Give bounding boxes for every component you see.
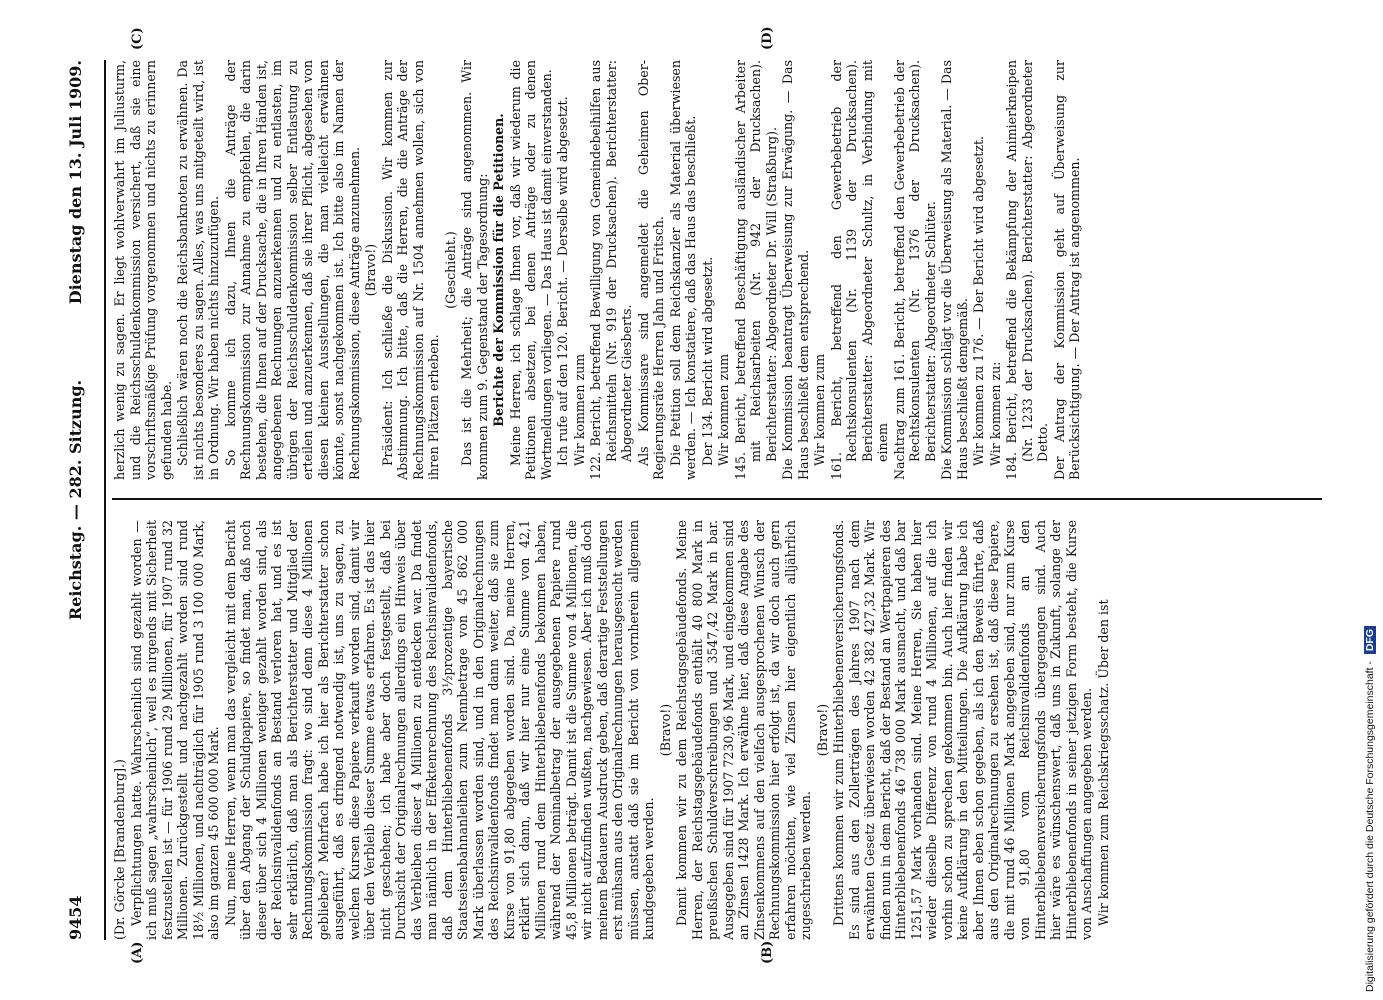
report-item: Nachtrag zum 161. Bericht, betreffend den Gewerbebetrieb der Rechtskonsulenten (Nr. 1376 der Drucksachen). Berichterstatter: Abgeordneter Schlüter.	[891, 60, 938, 480]
credit-text: Digitalisierung gefördert durch die Deutsche Forschungsgemeinschaft -	[1364, 661, 1376, 992]
paragraph: Wir kommen zum	[812, 353, 827, 466]
margin-marker-b: (B)	[760, 940, 775, 964]
paragraph: Schließlich wären noch die Reichsbanknoten zu erwähnen. Da ist nichts besonderes zu sagen. Alles, was uns mitgeteilt wird, ist in Ordnung. Wir haben nichts hinzuzufügen.	[175, 60, 221, 480]
paragraph: Wir kommen zum	[571, 353, 587, 466]
paragraph: Die Kommission schlägt vor die Überweisung als Material. — Das Haus beschließt demgemäß.	[939, 60, 970, 480]
digitization-credit-text	[1364, 8, 1382, 992]
paragraph: Als Kommissare sind angemeldet die Geheimen Ober-Regierungsräte Herren Jahn und Fritsch.	[635, 60, 666, 480]
report-item: 145. Bericht, betreffend Beschäftigung ausländischer Arbeiter mit Reichsarbeiten (Nr. 942 der Drucksachen). Berichterstatter: Abgeordneter Dr. Will (Straßburg).	[732, 60, 779, 480]
margin-marker-a: (A)	[130, 941, 145, 964]
paragraph: Wir kommen zu:	[987, 361, 1003, 466]
left-column	[112, 520, 1322, 940]
paragraph: Wir kommen zu 176. — Der Bericht wird abgesetzt.	[971, 135, 986, 466]
margin-marker-c: (C)	[130, 27, 145, 50]
interjection: (Bravo!)	[657, 703, 673, 757]
speaker-note: (Dr. Görcke [Brandenburg].)	[112, 759, 127, 940]
session-date: Dienstag den 13. Juli 1909.	[66, 60, 85, 305]
dfg-logo: DFG	[1364, 626, 1376, 654]
paragraph: Wir kommen zum Reichskriegsschatz. Über den ist	[1095, 599, 1111, 926]
paragraph: Der Antrag der Kommission geht auf Überweisung zur Berücksichtigung. — Der Antrag ist angenommen.	[1051, 60, 1082, 480]
paragraph: Drittens kommen wir zum Hinterbliebenenversicherungsfonds. Es sind aus den Zollerträgen des Jahres 1907 nach dem erwähnten Gesetz überwiesen worden 42 382 427,32 Mark. Wir finden nun in dem Bericht, daß der Bestand an Wertpapieren des Hinterbliebenenfonds 46 738 000 Mark ausmacht, und daß bar 1251,57 Mark vorhanden sind. Meine Herren, Sie haben hier wieder dieselbe Differenz von rund 4 Millionen, auf die ich vorhin schon zu sprechen gekommen bin. Auch hier finden wir keine Aufklärung in den Mitteilungen. Die Aufklärung habe ich aber Ihnen eben schon gegeben, als ich den Beweis führte, daß aus den Originalrechnungen zu ersehen ist, daß diese Papiere, die mit rund 46 Millionen Mark angegeben sind, nur zum Kurse von 91,80 vom Reichsinvalidenfonds an den Hinterbliebenenversicherungsfonds übergegangen sind. Auch hier wäre es wünschenswert, daß uns in Zukunft, solange der Hinterbliebenenfonds in seiner jetzigen Form besteht, die Kurse von Anschaffungen angegeben werden.	[831, 520, 1094, 940]
interjection: (Geschieht.)	[442, 231, 458, 309]
report-item: 161. Bericht, betreffend den Gewerbebetrieb der Rechtskonsulenten (Nr. 1139 der Drucksachen). Berichterstatter: Abgeordneter Schultz, in Verbindung mit einem	[828, 60, 890, 480]
paragraph: Verpflichtungen hatte. Wahrscheinlich sind gezahlt worden — ich muß sagen „wahrscheinlich“, weil es nirgends mit Sicherheit festzustellen ist — für 1906 rund 29 Millionen, für 1907 rund 32 Millionen. Zurückgestellt und nachgezahlt worden sind rund 18½ Millionen, und nachträglich für 1905 rund 3 100 000 Mark, also im ganzen 45 600 000 Mark.	[128, 520, 221, 940]
page-header	[60, 60, 100, 940]
page-title: Reichstag. — 282. Sitzung.	[66, 379, 85, 621]
margin-marker-d: (D)	[760, 26, 775, 50]
right-column	[112, 60, 1322, 480]
agenda-heading: Berichte der Kommission für die Petitionen.	[491, 113, 506, 427]
report-item: 122. Bericht, betreffend Bewilligung von Gemeindebeihilfen aus Reichsmitteln (Nr. 919 der Drucksachen). Berichterstatter: Abgeordneter Giesberts.	[588, 60, 634, 480]
paragraph: So komme ich dazu, Ihnen die Anträge der Rechnungskommission zur Annahme zu empfehlen, die darin bestehen, die Ihnen auf der Drucksache, die in Ihren Händen ist, angegebenen Rechnungen anzuerkennen und zu entlasten, im übrigen der Reichsschuldenkommission selber Entlastung zu erteilen und anzuerkennen, daß sie ihrer Pflicht, abgesehen von diesen kleinen Ausstellungen, die man vielleicht erwähnen könnte, sonst nachgekommen ist. Ich bitte also im Namen der Rechnungskommission, diese Anträge anzunehmen.	[222, 60, 362, 480]
digitization-credit	[1364, 8, 1382, 992]
paragraph: Nun, meine Herren, wenn man das vergleicht mit dem Bericht über den Abgang der Schuldpapiere, so findet man, daß noch dieser über sich 4 Millionen weniger gezahlt worden sind, als der Reichsinvalidenfonds an Bestand verloren hat, und es ist sehr erklärlich, daß man als Berichterstatter und Mitglied der Rechnungskommission fragt: wo sind denn diese 4 Millionen geblieben? Mehrfach habe ich hier als Berichterstatter schon ausgeführt, daß es dringend notwendig ist, uns zu sagen, zu welchen Kursen diese Papiere verkauft worden sind, damit wir über den Verbleib dieser Summe etwas erfahren. Es ist das hier nicht geschehen; ich habe aber doch festgestellt, daß bei Durchsicht der Originalrechnungen allerdings ein Hinweis über das Verbleiben dieser 4 Millionen zu entdecken war. Da findet man nämlich in der Effektenrechnung des Reichsinvalidenfonds, daß dem Hinterbliebenenfonds 3½prozentige bayerische Staatseisenbahnanleihen zum Nennbetrage von 45 862 000 Mark überlassen worden sind, und in den Originalrechnungen des Reichsinvalidenfonds findet man dann weiter, daß sie zum Kurse von 91,80 abgegeben worden sind. Da, meine Herren, erklärt sich dann, daß wir hier nur eine Summe von 42,1 Millionen rund dem Hinterbliebenenfonds bekommen haben, während der Nominalbetrag der ausgegebenen Papiere rund 45,8 Millionen beträgt. Damit ist die Summe von 4 Millionen, die wir nicht aufzufinden wußten, nachgewiesen. Aber ich muß doch meinem Bedauern Ausdruck geben, daß derartige Feststellungen erst mühsam aus den Originalrechnungen herausgesucht werden müssen, anstatt daß sie im Bericht von vornherein allgemein kundgegeben werden.	[222, 520, 656, 940]
paragraph: herzlich wenig zu sagen. Er liegt wohlverwahrt im Juliusturm, und die Reichsschuldenkommission versichert, daß sie eine vorschriftsmäßige Prüfung vorgenommen und nichts zu erinnern gefunden habe.	[112, 60, 174, 480]
paragraph: Präsident: Ich schließe die Diskussion. Wir kommen zur Abstimmung. Ich bitte, daß die Herren, die die Anträge der Rechnungskommission auf Nr. 1504 annehmen wollen, sich von ihren Plätzen erheben.	[379, 60, 441, 480]
paragraph: Der 134. Bericht wird abgesetzt.	[699, 256, 715, 466]
interjection: (Bravo!)	[363, 243, 378, 297]
paragraph: Die Kommission beantragt Überweisung zur Erwägung. — Das Haus beschließt dem entsprechend.	[780, 60, 811, 480]
paragraph: Das ist die Mehrheit; die Anträge sind angenommen. Wir kommen zum 9. Gegenstand der Tagesordnung:	[459, 60, 490, 480]
report-item: 184. Bericht, betreffend die Bekämpfung der Animierkneipen (Nr. 1233 der Drucksachen). Berichterstatter: Abgeordneter Detto.	[1004, 60, 1050, 480]
paragraph: Ich rufe auf den 120. Bericht. — Derselbe wird abgesetzt.	[555, 96, 570, 466]
paragraph: Meine Herren, ich schlage Ihnen vor, daß wir wiederum die Petitionen absetzen, bei denen Anträge oder zu denen Wortmeldungen vorliegen. — Das Haus ist damit einverstanden.	[507, 60, 554, 480]
header-rule	[104, 60, 106, 940]
paragraph: Wir kommen zum	[716, 353, 731, 466]
page-number: 9454	[66, 895, 85, 940]
paragraph: Die Petition soll dem Reichskanzler als Material überwiesen werden. — Ich konstatiere, daß das Haus das beschließt.	[667, 60, 698, 480]
paragraph: Damit kommen wir zu dem Reichstagsgebäudefonds. Meine Herren, der Reichstagsgebäudefonds enthält 40 800 Mark in preußischen Schuldverschreibungen und 3547,42 Mark in bar. Ausgegeben sind für 1907 7230,96 Mark, und eingekommen sind an Zinsen 1428 Mark. Ich erwähne hier, daß diese Angabe des Zinsenkommens auf den vielfach ausgesprochenen Wunsch der Rechnungskommission hier erfolgt ist, da wir doch auch gern erfahren möchten, wie viel Zinsen hier eigentlich alljährlich zugeschrieben werden.	[674, 520, 813, 940]
column-divider	[112, 498, 1322, 500]
interjection: (Bravo!)	[814, 703, 830, 757]
